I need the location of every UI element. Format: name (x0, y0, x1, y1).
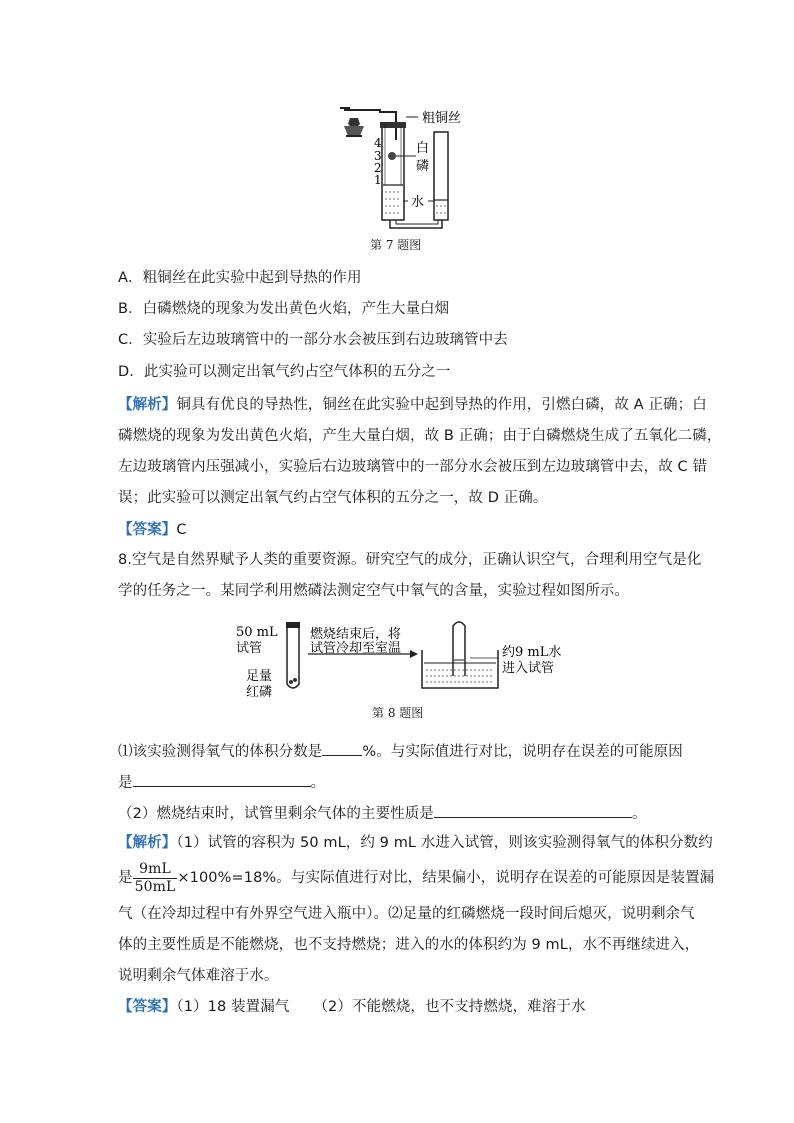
answer-part-2: （2）不能燃烧，也不支持燃烧，难溶于水 (313, 999, 586, 1015)
fig8-red-p-label: 红磷 (246, 685, 273, 700)
q8-part-1-text-d: 。 (310, 775, 326, 791)
fig7-tick-2: 2 (374, 161, 382, 175)
fraction (133, 861, 178, 896)
fig7-tick-4: 4 (374, 136, 382, 150)
q8-part-1-text-b: %。与实际值进行对比，说明存在误差的可能原因 (362, 744, 683, 760)
fig8-enough-label: 足量 (246, 669, 273, 684)
answer-blank[interactable] (133, 771, 311, 787)
fig7-water-label: 水 (411, 195, 425, 210)
fig8-arrow-top-label: 燃烧结束后，将 (310, 627, 402, 642)
answer-blank[interactable] (434, 802, 632, 818)
analysis-tag: 【解析】 (118, 397, 177, 413)
q7-option-c: C．实验后左边玻璃管中的一部分水会被压到右边玻璃管中去 (118, 332, 508, 348)
q8-part-1-text-c: 是 (118, 775, 133, 791)
fig8-right-bottom-label: 进入试管 (502, 661, 555, 676)
q7-analysis-line-1 (118, 395, 707, 415)
q8-part-1-cont (118, 771, 325, 793)
answer-tag: 【答案】 (118, 999, 177, 1015)
q7-analysis-line-2: 磷燃烧的现象为发出黄色火焰，产生大量白烟，故 B 正确；由于白磷燃烧生成了五氧化二磷， (118, 428, 722, 444)
fig7-tick-1: 1 (374, 173, 382, 187)
q8-part-2-text-b: 。 (631, 806, 647, 822)
fig7-copper-label: 粗铜丝 (422, 111, 462, 126)
fig8-tube-label: 试管 (236, 641, 263, 656)
fig7-phos-label-1: 白 (416, 141, 430, 156)
answer-tag: 【答案】 (118, 522, 177, 538)
analysis-text: 铜具有优良的导热性，铜丝在此实验中起到导热的作用，引燃白磷，故 A 正确；白 (176, 397, 707, 413)
figure-8-caption: 第 8 题图 (372, 706, 424, 720)
fig7-tick-3: 3 (374, 149, 382, 163)
analysis-text-post: ×100%=18%。与实际值进行对比，结果偏小，说明存在误差的可能原因是装置漏 (177, 870, 715, 886)
q8-analysis-line-5: 说明剩余气体难溶于水。 (118, 968, 279, 984)
q8-answer (118, 997, 586, 1017)
fig8-volume-label: 50 mL (236, 625, 278, 640)
q8-stem-line-2: 学的任务之一。某同学利用燃磷法测定空气中氧气的含量，实验过程如图所示。 (118, 583, 629, 599)
answer-blank[interactable] (322, 740, 362, 756)
figure-7-caption: 第 7 题图 (370, 238, 422, 252)
answer-part-1: （1）18 装置漏气 (176, 999, 290, 1015)
q7-option-b: B．白磷燃烧的现象为发出黄色火焰，产生大量白烟 (118, 301, 450, 317)
q8-analysis-line-1 (118, 833, 713, 853)
q8-analysis-line-3: 气（在冷却过程中有外界空气进入瓶中）。⑵足量的红磷燃烧一段时间后熄灭，说明剩余气 (118, 906, 695, 922)
answer-value: C (176, 522, 187, 538)
q7-analysis-line-3: 左边玻璃管内压强减小，实验后右边玻璃管中的一部分水会被压到左边玻璃管中去，故 C 错 (118, 459, 708, 475)
figure-7-apparatus (330, 100, 490, 230)
q8-part-1 (118, 740, 683, 762)
q8-part-1-text-a: ⑴该实验测得氧气的体积分数是 (118, 744, 323, 760)
fraction-numerator: 9mL (133, 861, 178, 879)
q8-analysis-line-4: 体的主要性质是不能燃烧，也不支持燃烧；进入的水的体积约为 9 mL，水不再继续进入， (118, 937, 700, 953)
analysis-text-pre: 是 (118, 870, 133, 886)
q7-option-a: A．粗铜丝在此实验中起到导热的作用 (118, 270, 362, 286)
figure-8-apparatus (230, 618, 580, 702)
fig8-right-top-label: 约9 mL水 (502, 645, 562, 660)
q8-part-2 (118, 802, 647, 824)
q7-answer (118, 520, 187, 540)
fig8-arrow-bottom-label: 试管冷却至室温 (310, 641, 402, 656)
q8-analysis-line-2 (118, 860, 714, 896)
q8-stem-line-1: 8.空气是自然界赋予人类的重要资源。研究空气的成分，正确认识空气，合理利用空气是化 (118, 552, 702, 568)
q7-analysis-line-4: 误；此实验可以测定出氧气约占空气体积的五分之一，故 D 正确。 (118, 490, 548, 506)
analysis-text: （1）试管的容积为 50 mL，约 9 mL 水进入试管，则该实验测得氧气的体积分数约 (176, 835, 713, 851)
fig7-phos-label-2: 磷 (416, 159, 430, 174)
q7-option-d: D．此实验可以测定出氧气约占空气体积的五分之一 (118, 364, 451, 380)
fraction-denominator: 50mL (134, 878, 176, 895)
q8-part-2-text-a: （2）燃烧结束时，试管里剩余气体的主要性质是 (118, 806, 434, 822)
analysis-tag: 【解析】 (118, 835, 177, 851)
